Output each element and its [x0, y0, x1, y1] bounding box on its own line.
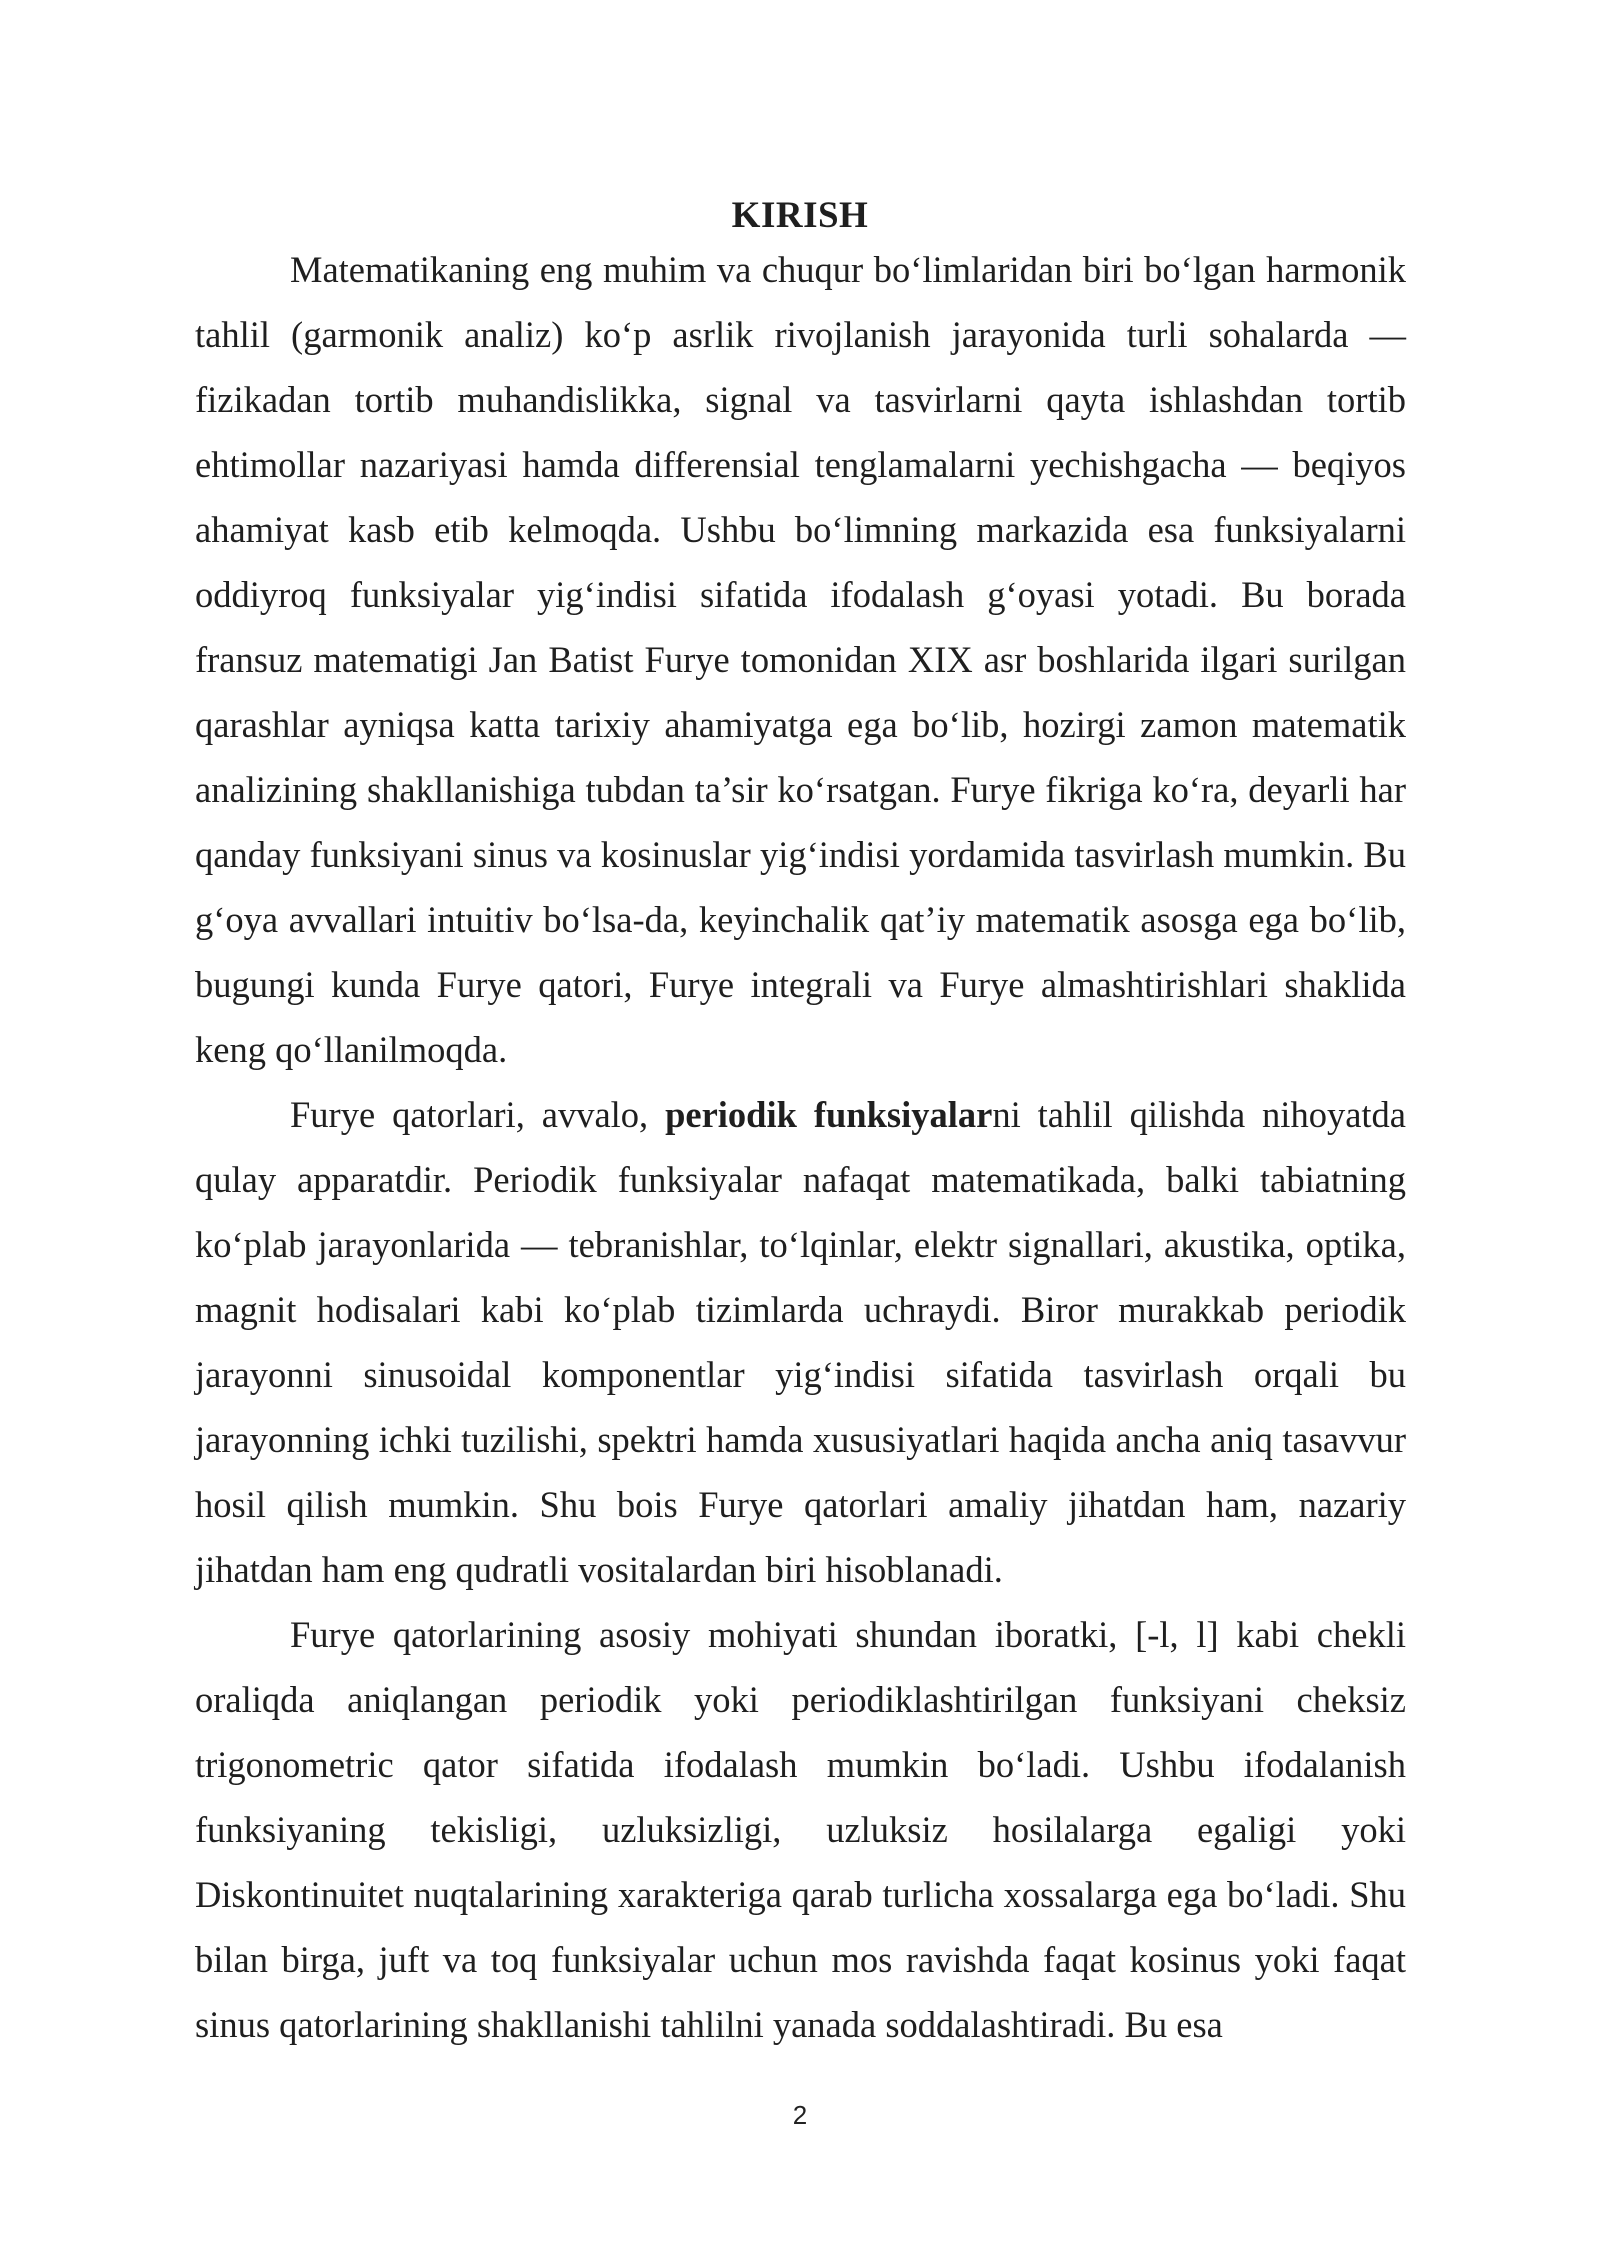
bold-term: periodik funksiyalar [665, 1094, 993, 1135]
paragraph-2-lead: Furye qatorlari, avvalo, [290, 1094, 666, 1135]
page-number: 2 [792, 2100, 808, 2130]
paragraph-1: Matematikaning eng muhim va chuqur bo‘limlaridan biri bo‘lgan harmonik tahlil (garmonik analiz) ko‘p asrlik rivojlanish jarayonida turli sohalarda — fizikadan tortib muhandislikka, signal va tasvirlarni qayta ishlashdan tortib ehtimollar nazariyasi hamda differensial tenglamalarni yechishgacha — beqiyos ahamiyat kasb etib kelmoqda. Ushbu bo‘limning markazida esa funksiyalarni oddiyroq funksiyalar yig‘indisi sifatida ifodalash g‘oyasi yotadi. Bu borada fransuz matematigi Jan Batist Furye tomonidan XIX asr boshlarida ilgari surilgan qarashlar ayniqsa katta tarixiy ahamiyatga ega bo‘lib, hozirgi zamon matematik analizining shakllanishiga tubdan ta’sir ko‘rsatgan. Furye fikriga ko‘ra, deyarli har qanday funksiyani sinus va kosinuslar yig‘indisi yordamida tasvirlash mumkin. Bu g‘oya avvallari intuitiv bo‘lsa-da, keyinchalik qat’iy matematik asosga ega bo‘lib, bugungi kunda Furye qatori, Furye integrali va Furye almashtirishlari shaklida keng qo‘llanilmoqda. [195, 249, 1406, 1070]
page-title: KIRISH [731, 195, 869, 236]
paragraph-2-rest: ni tahlil qilishda nihoyatda qulay apparatdir. Periodik funksiyalar nafaqat matematikada, balki tabiatning ko‘plab jarayonlarida — tebranishlar, to‘lqinlar, elektr signallari, akustika, optika, magnit hodisalari kabi ko‘plab tizimlarda uchraydi. Biror murakkab periodik jarayonni sinusoidal komponentlar yig‘indisi sifatida tasvirlash orqali bu jarayonning ichki tuzilishi, spektri hamda xususiyatlari haqida ancha aniq tasavvur hosil qilish mumkin. Shu bois Furye qatorlari amaliy jihatdan ham, nazariy jihatdan ham eng qudratli vositalardan biri hisoblanadi. [195, 1094, 1406, 1590]
paragraph-3: Furye qatorlarining asosiy mohiyati shundan iboratki, [-l, l] kabi chekli oraliqda aniqlangan periodik yoki periodiklashtirilgan funksiyani cheksiz trigonometric qator sifatida ifodalash mumkin bo‘ladi. Ushbu ifodalanish funksiyaning tekisligi, uzluksizligi, uzluksiz hosilalarga egaligi yoki Diskontinuitet nuqtalarining xarakteriga qarab turlicha xossalarga ega bo‘ladi. Shu bilan birga, juft va toq funksiyalar uchun mos ravishda faqat kosinus yoki faqat sinus qatorlarining shakllanishi tahlilni yanada soddalashtiradi. Bu esa [195, 1614, 1406, 2045]
body-text [195, 237, 1406, 2057]
paragraph-2 [195, 1082, 1406, 1602]
